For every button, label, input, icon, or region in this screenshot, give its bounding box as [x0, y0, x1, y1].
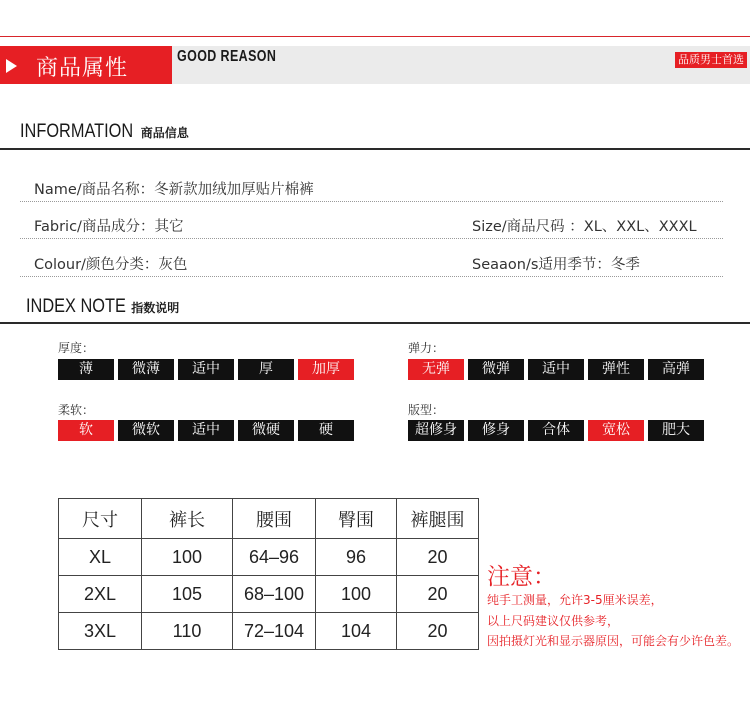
table-cell: 64–96 — [233, 539, 316, 576]
table-cell: 72–104 — [233, 613, 316, 650]
fit-option-selected: 宽松 — [588, 420, 644, 441]
fit-label: 版型： — [408, 403, 445, 417]
table-cell: 100 — [316, 576, 397, 613]
table-cell: 20 — [397, 539, 479, 576]
table-header: 腰围 — [233, 499, 316, 539]
index-divider — [0, 322, 750, 324]
table-row — [59, 613, 479, 650]
info-season: Seaaon/s适用季节：冬季 — [472, 257, 640, 273]
table-cell: 68–100 — [233, 576, 316, 613]
info-row — [20, 174, 723, 202]
brand-tag: 品质男士首选 — [675, 52, 747, 68]
softness-option-selected: 软 — [58, 420, 114, 441]
thickness-option: 适中 — [178, 359, 234, 380]
notice-title: 注意： — [487, 564, 556, 590]
elasticity-label: 弹力： — [408, 341, 445, 355]
table-header: 臀围 — [316, 499, 397, 539]
elasticity-scale — [408, 359, 704, 380]
info-row — [20, 249, 723, 277]
slogan-text: GOOD REASON — [177, 48, 277, 65]
notice-line: 纯手工测量，允许3-5厘米误差， — [487, 593, 663, 607]
info-heading-cn: 商品信息 — [140, 126, 189, 140]
table-header: 裤腿围 — [397, 499, 479, 539]
info-colour: Colour/颜色分类：灰色 — [34, 257, 188, 273]
arrow-right-icon — [6, 59, 17, 73]
info-divider — [0, 148, 750, 150]
table-header: 裤长 — [142, 499, 233, 539]
thickness-scale — [58, 359, 354, 380]
fit-scale — [408, 420, 704, 441]
table-cell: 20 — [397, 576, 479, 613]
elasticity-option-selected: 无弹 — [408, 359, 464, 380]
index-heading-cn: 指数说明 — [131, 301, 180, 315]
fit-option: 合体 — [528, 420, 584, 441]
info-size: Size/商品尺码 ：XL、XXL、XXXL — [472, 219, 697, 235]
table-header: 尺寸 — [59, 499, 142, 539]
thickness-option: 薄 — [58, 359, 114, 380]
fit-option: 肥大 — [648, 420, 704, 441]
table-cell: 110 — [142, 613, 233, 650]
slogan-bar — [172, 46, 750, 84]
table-cell: 20 — [397, 613, 479, 650]
table-cell: 96 — [316, 539, 397, 576]
table-cell: 104 — [316, 613, 397, 650]
index-heading-en: INDEX NOTE — [26, 296, 126, 317]
elasticity-option: 弹性 — [588, 359, 644, 380]
elasticity-option: 适中 — [528, 359, 584, 380]
size-table — [58, 498, 479, 650]
thickness-option: 微薄 — [118, 359, 174, 380]
elasticity-option: 高弹 — [648, 359, 704, 380]
table-cell: 100 — [142, 539, 233, 576]
elasticity-option: 微弹 — [468, 359, 524, 380]
info-heading — [20, 121, 189, 143]
softness-scale — [58, 420, 354, 441]
thickness-label: 厚度： — [58, 341, 95, 355]
softness-option: 硬 — [298, 420, 354, 441]
top-divider — [0, 36, 750, 37]
softness-option: 微硬 — [238, 420, 294, 441]
thickness-option-selected: 加厚 — [298, 359, 354, 380]
softness-option: 适中 — [178, 420, 234, 441]
fit-option: 修身 — [468, 420, 524, 441]
fit-option: 超修身 — [408, 420, 464, 441]
info-row — [20, 211, 723, 239]
banner-title: 商品属性 — [36, 56, 129, 81]
info-heading-en: INFORMATION — [20, 121, 134, 142]
table-cell: 105 — [142, 576, 233, 613]
table-cell: XL — [59, 539, 142, 576]
info-fabric: Fabric/商品成分：其它 — [34, 219, 184, 235]
table-row — [59, 576, 479, 613]
table-row — [59, 539, 479, 576]
softness-option: 微软 — [118, 420, 174, 441]
table-cell: 2XL — [59, 576, 142, 613]
thickness-option: 厚 — [238, 359, 294, 380]
title-banner — [0, 46, 172, 84]
info-name: Name/商品名称：冬新款加绒加厚贴片棉裤 — [34, 182, 314, 198]
index-heading — [26, 296, 179, 318]
notice-line: 以上尺码建议仅供参考， — [487, 614, 620, 628]
table-cell: 3XL — [59, 613, 142, 650]
table-header-row — [59, 499, 479, 539]
notice-line: 因拍摄灯光和显示器原因，可能会有少许色差。 — [487, 634, 740, 648]
softness-label: 柔软： — [58, 403, 95, 417]
